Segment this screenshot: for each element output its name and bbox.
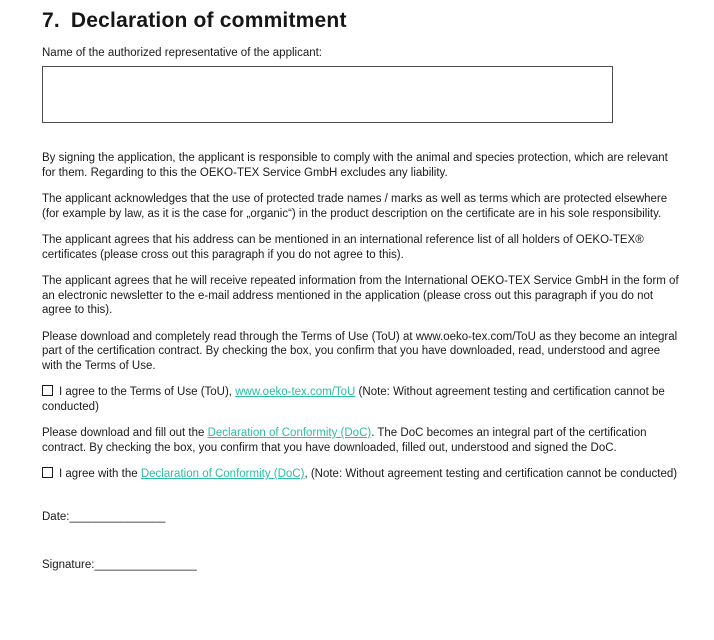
terms-of-use-checkbox[interactable] — [42, 385, 53, 396]
declaration-of-conformity-agreement-line — [42, 467, 682, 482]
declaration-of-conformity-link[interactable]: Declaration of Conformity (DoC) — [207, 427, 372, 439]
terms-of-use-link[interactable]: www.oeko-tex.com/ToU — [235, 386, 356, 398]
doc-paragraph-text-after: . The DoC becomes an integral part of the certification contract. By checking the box, you confirm that you have downloaded, filled out, understood and signed the DoC. — [42, 427, 647, 454]
paragraph-liability: By signing the application, the applicant is responsible to comply with the animal and species protection, which are relevant for them. Regarding to this the OEKO-TEX Service GmbH excludes any liability. — [42, 152, 668, 179]
paragraph-reference-list: The applicant agrees that his address can be mentioned in an international reference list of all holders of OEKO-TEX® certificates (please cross out this paragraph if you do not agree to this). — [42, 234, 644, 261]
name-input[interactable] — [42, 66, 613, 123]
name-field-label: Name of the authorized representative of the applicant: — [42, 47, 323, 59]
paragraph-newsletter: The applicant agrees that he will receive repeated information from the International OEKO-TEX Service GmbH in the form of an electronic newsletter to the e-mail address mentioned in the application (please cross out this paragraph if you do not agree to this). — [42, 275, 679, 316]
declaration-body — [42, 151, 682, 482]
paragraph-trade-names: The applicant acknowledges that the use of protected trade names / marks as well as terms which are protected elsewhere (for example by law, as it is the case for „organic“) in the product description on the certificate are in his sole responsibility. — [42, 193, 668, 220]
doc-agreement-text-before: I agree with the — [59, 468, 141, 480]
tou-agreement-text-after: (Note: Without agreement testing and certification cannot be conducted) — [42, 386, 665, 413]
signature-fill-in-line[interactable]: ________________ — [94, 558, 197, 571]
date-label: Date: — [42, 510, 70, 523]
paragraph-declaration-of-conformity — [42, 426, 682, 455]
terms-of-use-agreement-line — [42, 385, 682, 414]
declaration-of-conformity-agreement-link[interactable]: Declaration of Conformity (DoC) — [140, 468, 305, 480]
doc-paragraph-text-before: Please download and fill out the — [42, 427, 208, 439]
signature-line — [42, 558, 682, 573]
declaration-of-conformity-checkbox[interactable] — [42, 467, 53, 478]
section-number: 7. — [42, 9, 60, 32]
section-heading — [42, 8, 682, 34]
date-line — [42, 510, 682, 525]
paragraph-terms-of-use: Please download and completely read through the Terms of Use (ToU) at www.oeko-tex.com/ToU as they become an integral part of the certification contract. By checking the box, you confirm that you have downloaded, read, understood and agree with the Terms of Use. — [42, 330, 678, 372]
doc-agreement-text-after: , (Note: Without agreement testing and certification cannot be conducted) — [304, 468, 678, 480]
signature-label: Signature: — [42, 558, 95, 571]
tou-agreement-text-before: I agree to the Terms of Use (ToU), — [59, 386, 236, 398]
section-title: Declaration of commitment — [70, 9, 347, 32]
date-fill-in-line[interactable]: _______________ — [69, 510, 166, 523]
